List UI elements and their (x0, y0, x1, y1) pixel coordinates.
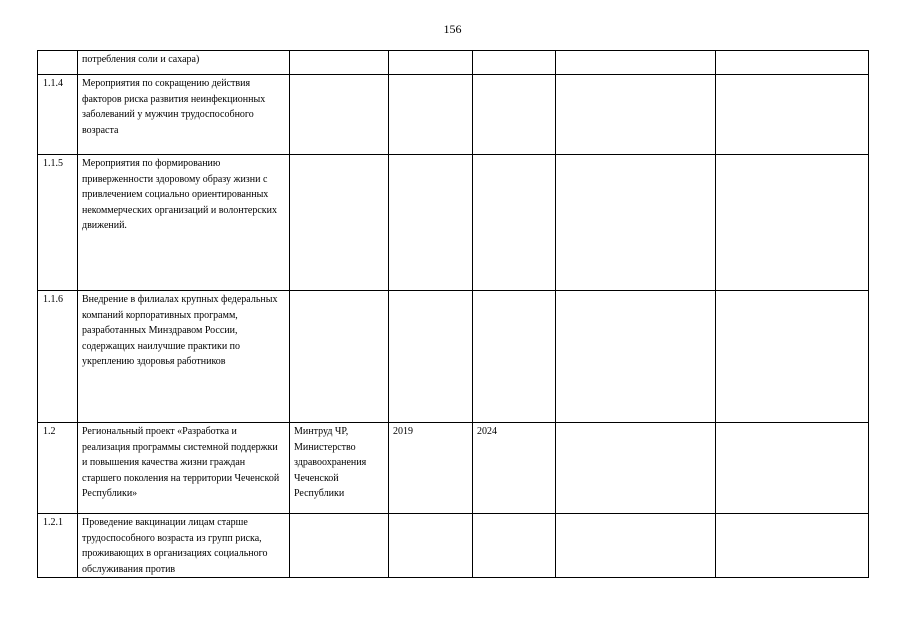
row-responsible (290, 291, 389, 423)
table-row (38, 423, 869, 514)
row-start-year: 2019 (389, 423, 473, 514)
row-number: 1.2 (38, 423, 78, 514)
row-col7 (716, 423, 869, 514)
table-row (38, 75, 869, 155)
page-number: 156 (443, 22, 462, 36)
row-end-year (473, 514, 556, 578)
row-number: 1.1.6 (38, 291, 78, 423)
row-number: 1.1.4 (38, 75, 78, 155)
row-responsible (290, 75, 389, 155)
row-end-year (473, 291, 556, 423)
row-responsible (290, 51, 389, 75)
table-row (38, 291, 869, 423)
row-number: 1.1.5 (38, 155, 78, 291)
row-col6 (556, 75, 716, 155)
row-responsible (290, 514, 389, 578)
row-end-year: 2024 (473, 423, 556, 514)
table-row (38, 51, 869, 75)
row-title: Региональный проект «Разработка и реализация программы системной поддержки и повышения качества жизни граждан старшего поколения на территории Чеченской Республики» (78, 423, 290, 514)
measures-table (37, 50, 869, 578)
row-title: Проведение вакцинации лицам старше трудоспособного возраста из групп риска, проживающих в организациях социального обслуживания против (78, 514, 290, 578)
row-col7 (716, 514, 869, 578)
row-start-year (389, 75, 473, 155)
row-col6 (556, 51, 716, 75)
row-responsible (290, 155, 389, 291)
row-col7 (716, 155, 869, 291)
row-col6 (556, 155, 716, 291)
row-start-year (389, 155, 473, 291)
row-title: Мероприятия по формированию приверженности здоровому образу жизни с привлечением социально ориентированных некоммерческих организаций и волонтерских движений. (78, 155, 290, 291)
row-col7 (716, 75, 869, 155)
row-end-year (473, 155, 556, 291)
row-col6 (556, 423, 716, 514)
row-number: 1.2.1 (38, 514, 78, 578)
table-row (38, 514, 869, 578)
row-col7 (716, 51, 869, 75)
table-row (38, 155, 869, 291)
row-title: Мероприятия по сокращению действия факторов риска развития неинфекционных заболеваний у мужчин трудоспособного возраста (78, 75, 290, 155)
row-title: Внедрение в филиалах крупных федеральных компаний корпоративных программ, разработанных Минздравом России, содержащих наилучшие практики по укреплению здоровья работников (78, 291, 290, 423)
row-col6 (556, 291, 716, 423)
row-start-year (389, 51, 473, 75)
row-col6 (556, 514, 716, 578)
row-start-year (389, 291, 473, 423)
row-start-year (389, 514, 473, 578)
row-responsible: Минтруд ЧР, Министерство здравоохранения Чеченской Республики (290, 423, 389, 514)
row-title: потребления соли и сахара) (78, 51, 290, 75)
row-number (38, 51, 78, 75)
row-end-year (473, 51, 556, 75)
row-end-year (473, 75, 556, 155)
row-col7 (716, 291, 869, 423)
